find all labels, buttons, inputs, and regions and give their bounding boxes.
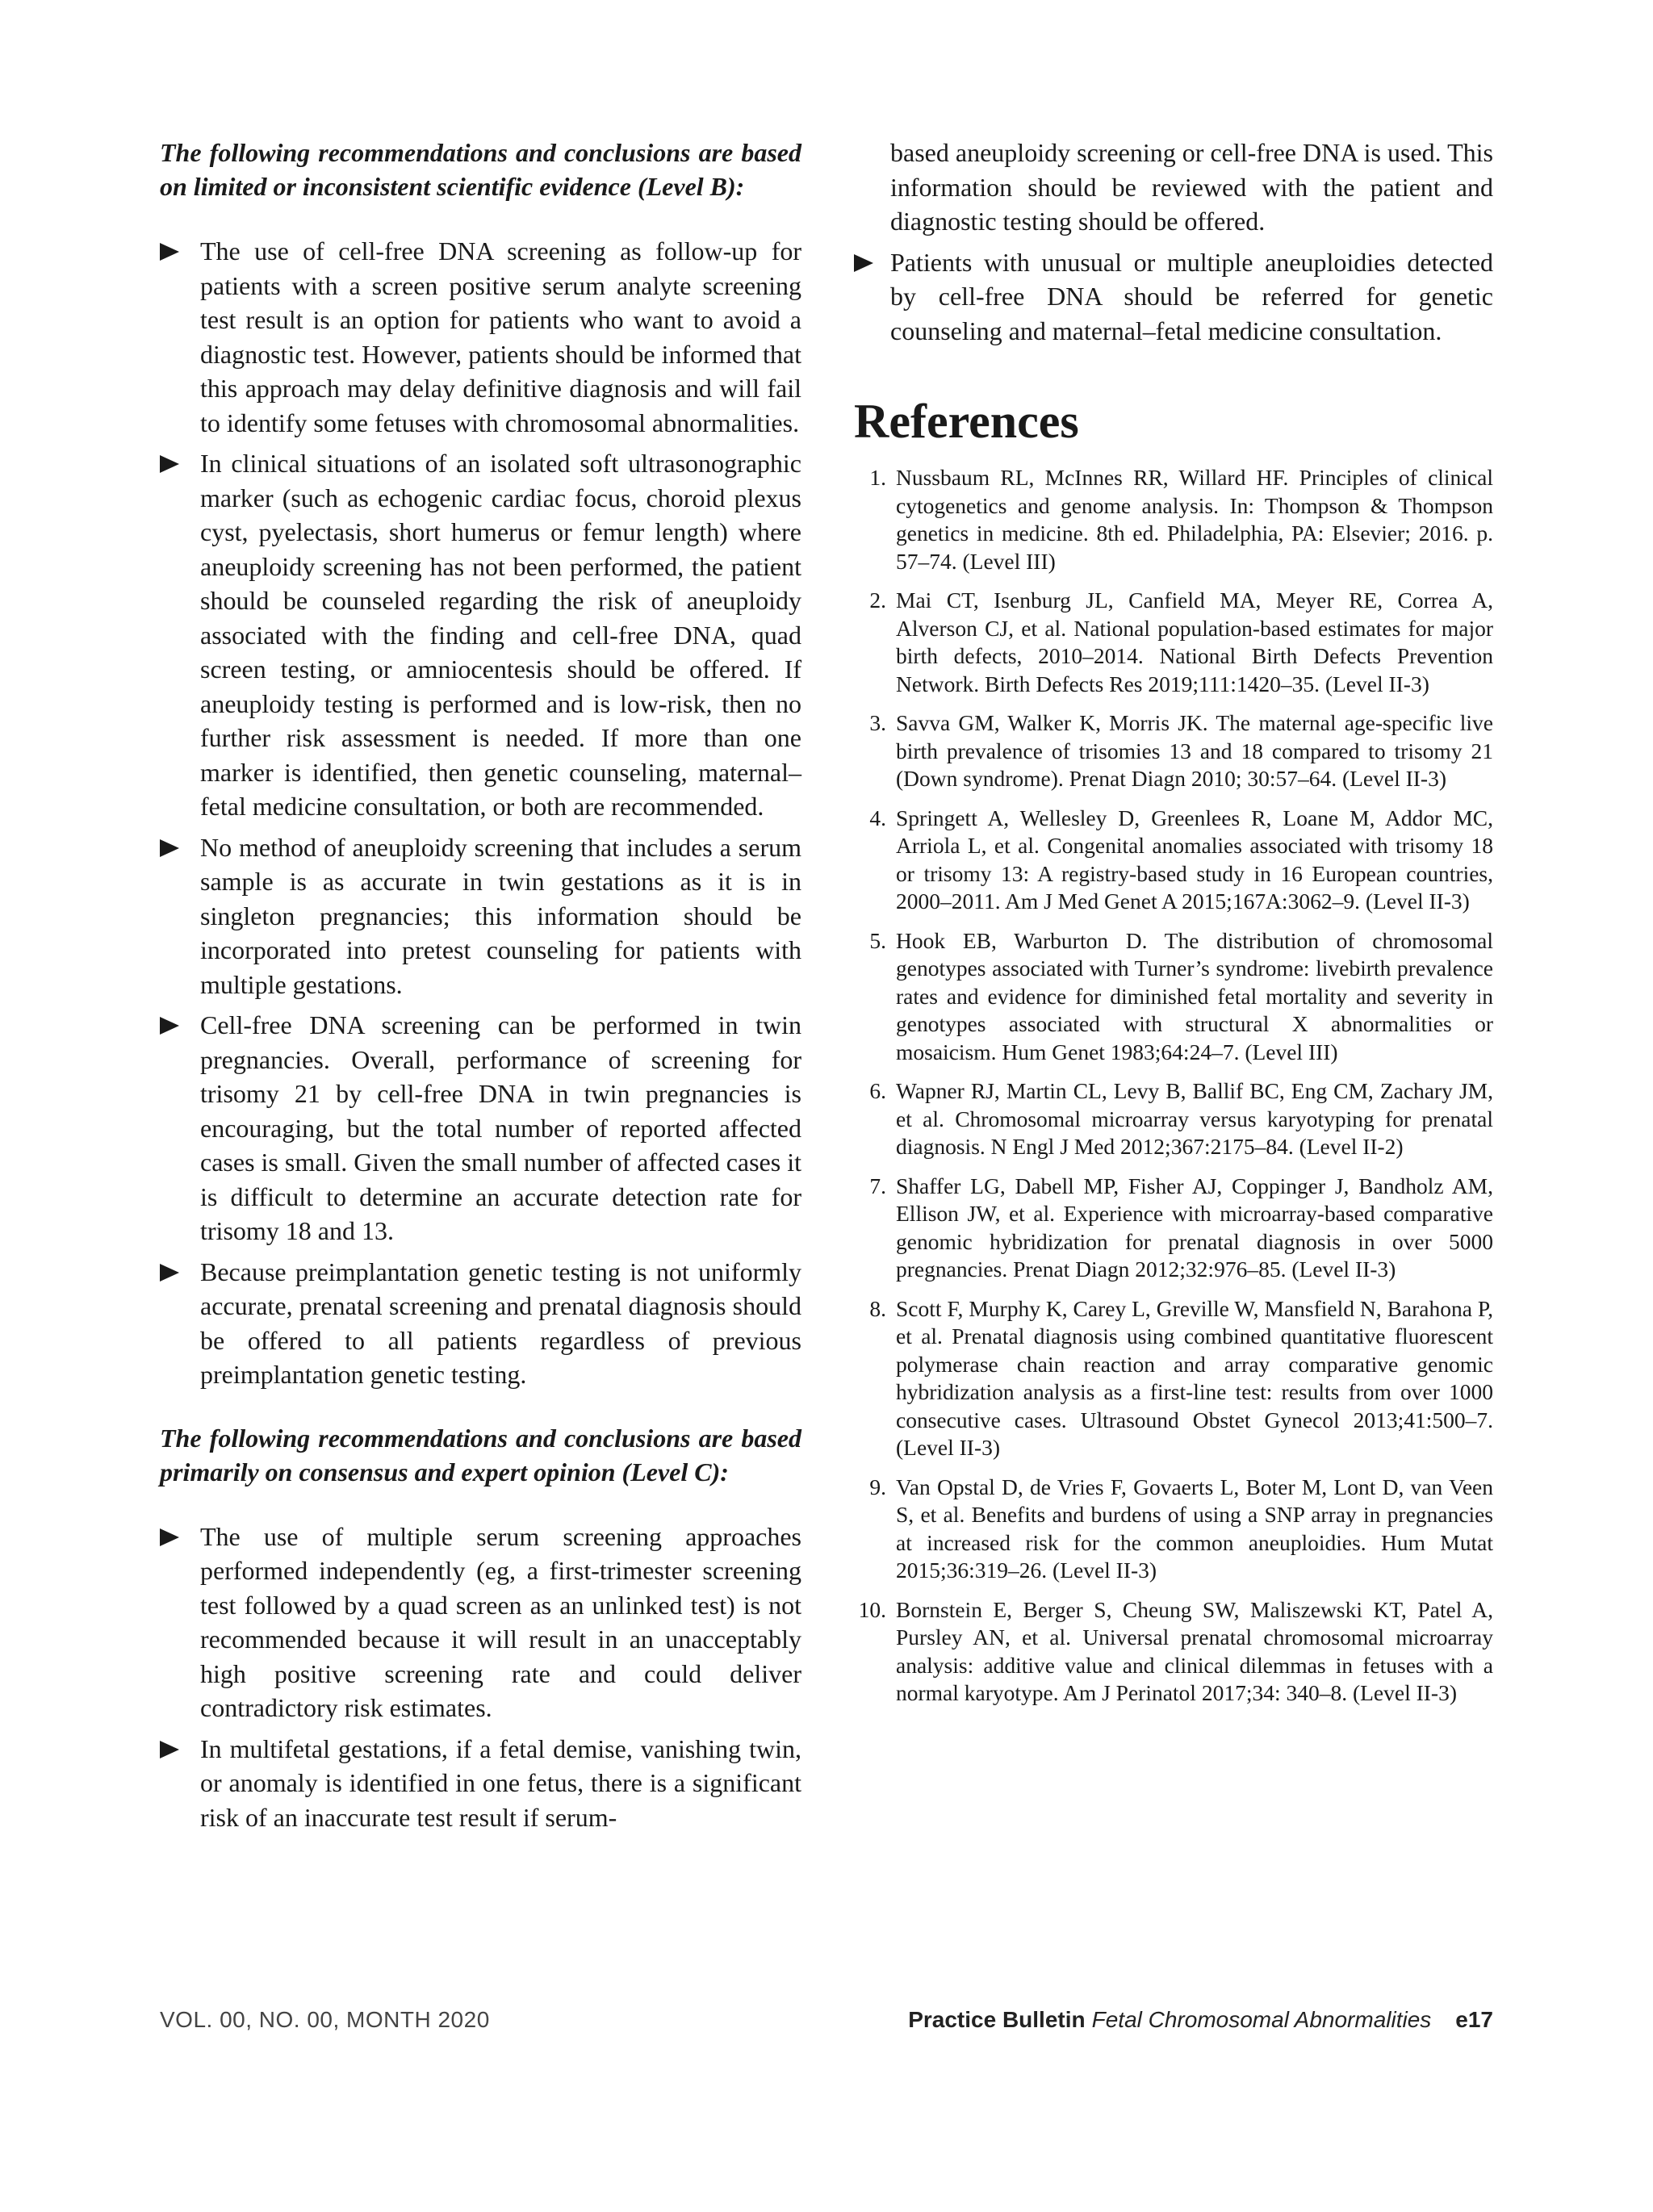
list-item-text: Cell-free DNA screening can be performed in twin pregnancies. Overall, performance of screening for trisomy 21 by cell-free DNA in twin pregnancies is encouraging, but the total number of reported affected cases is small. Given the small number of affected cases it is difficult to determine an accurate detection rate for trisomy 18 and 13. xyxy=(200,1010,801,1245)
reference-item xyxy=(854,927,1493,1067)
reference-number: 5. xyxy=(869,927,886,953)
level-b-list xyxy=(160,234,801,1392)
bullet-arrow-icon xyxy=(160,839,179,857)
right-column xyxy=(854,136,1493,1719)
level-b-heading: The following recommendations and conclusions are based on limited or inconsistent scientific evidence (Level B): xyxy=(160,138,801,201)
reference-item xyxy=(854,587,1493,698)
reference-text: Hook EB, Warburton D. The distribution of chromosomal genotypes associated with Turner’s syndrome: livebirth prevalence rates and evidence for diminished fetal mortality and severity in genotypes associated with structural X abnormalities or mosaicism. Hum Genet 1983;64:24–7. (Level III) xyxy=(896,927,1493,1064)
reference-number: 7. xyxy=(869,1173,886,1198)
bullet-arrow-icon xyxy=(160,1264,179,1282)
page-number: e17 xyxy=(1455,2007,1493,2032)
list-item xyxy=(160,1520,801,1725)
list-item-text: The use of multiple serum screening approaches performed independently (eg, a first-trimester screening test followed by a quad screen as an unlinked test) is not recommended because it will result in an unacceptably high positive screening rate and could deliver contradictory risk estimates. xyxy=(200,1521,801,1722)
list-item xyxy=(160,234,801,440)
reference-item xyxy=(854,1295,1493,1462)
article-title: Fetal Chromosomal Abnormalities xyxy=(1091,2007,1432,2032)
reference-text: Bornstein E, Berger S, Cheung SW, Maliszewski KT, Patel A, Pursley AN, et al. Universal prenatal chromosomal microarray analysis: additive value and clinical dilemmas in fetuses with a normal karyotype. Am J Perinatol 2017;34: 340–8. (Level II-3) xyxy=(896,1596,1493,1705)
reference-text: Springett A, Wellesley D, Greenlees R, Loane M, Addor MC, Arriola L, et al. Congenital anomalies associated with trisomy 18 or trisomy 13: A registry-based study in 16 European countries, 2000–2011. Am J Med Genet A 2015;167A:3062–9. (Level II-3) xyxy=(896,805,1493,914)
reference-text: Nussbaum RL, McInnes RR, Willard HF. Principles of clinical cytogenetics and genome analysis. In: Thompson & Thompson genetics in medicine. 8th ed. Philadelphia, PA: Elsevier; 2016. p. 57–74. (Level III) xyxy=(896,465,1493,574)
list-item xyxy=(160,1255,801,1392)
right-list xyxy=(854,245,1493,349)
list-item xyxy=(854,245,1493,349)
list-item-text: In multifetal gestations, if a fetal demise, vanishing twin, or anomaly is identified in one fetus, there is a significant risk of an inaccurate test result if serum- xyxy=(200,1733,801,1832)
reference-item xyxy=(854,1596,1493,1708)
continued-text: based aneuploidy screening or cell-free DNA is used. This information should be reviewed with the patient and diagnostic testing should be offered. xyxy=(890,138,1493,236)
reference-item xyxy=(854,1077,1493,1161)
bullet-arrow-icon xyxy=(160,1017,179,1035)
page-footer xyxy=(160,2004,1493,2036)
reference-item xyxy=(854,805,1493,916)
left-column xyxy=(160,136,801,1841)
references-list xyxy=(854,464,1493,1708)
list-item-text: The use of cell-free DNA screening as follow-up for patients with a screen positive serum analyte screening test result is an option for patients who want to avoid a diagnostic test. However, patients should be informed that this approach may delay definitive diagnosis and will fail to identify some fetuses with chromosomal abnormalities. xyxy=(200,236,801,437)
reference-text: Scott F, Murphy K, Carey L, Greville W, Mansfield N, Barahona P, et al. Prenatal diagnosis using combined quantitative fluorescent polymerase chain reaction and array comparative genomic hybridization analysis as a first-line test: results from over 1000 consecutive cases. Ultrasound Obstet Gynecol 2013;41:500–7. (Level II-3) xyxy=(896,1295,1493,1460)
list-item-text: Because preimplantation genetic testing is not uniformly accurate, prenatal screening and prenatal diagnosis should be offered to all patients regardless of previous preimplantation genetic testing. xyxy=(200,1257,801,1389)
journal-volume: VOL. 00, NO. 00, MONTH 2020 xyxy=(160,2007,490,2032)
reference-number: 6. xyxy=(869,1078,886,1103)
reference-number: 9. xyxy=(869,1474,886,1499)
reference-item xyxy=(854,1173,1493,1284)
bullet-arrow-icon xyxy=(160,455,179,473)
list-item xyxy=(160,830,801,1002)
series-label: Practice Bulletin xyxy=(908,2007,1086,2032)
level-c-list xyxy=(160,1520,801,1835)
list-item-text: No method of aneuploidy screening that includes a serum sample is as accurate in twin gestations as it is in singleton pregnancies; this information should be incorporated into pretest counseling for patients with multiple gestations. xyxy=(200,832,801,999)
references-heading: References xyxy=(854,395,1079,448)
bullet-arrow-icon xyxy=(160,1528,179,1546)
reference-number: 3. xyxy=(869,710,886,735)
bullet-arrow-icon xyxy=(854,254,873,272)
reference-item xyxy=(854,1474,1493,1585)
reference-item xyxy=(854,464,1493,575)
list-item xyxy=(160,1008,801,1248)
reference-number: 2. xyxy=(869,587,886,613)
reference-text: Wapner RJ, Martin CL, Levy B, Ballif BC, Eng CM, Zachary JM, et al. Chromosomal microarray versus karyotyping for prenatal diagnosis. N Engl J Med 2012;367:2175–84. (Level II-2) xyxy=(896,1078,1493,1159)
reference-number: 4. xyxy=(869,805,886,830)
bullet-arrow-icon xyxy=(160,243,179,261)
reference-item xyxy=(854,709,1493,793)
reference-number: 1. xyxy=(869,465,886,490)
list-item xyxy=(160,1732,801,1835)
reference-text: Savva GM, Walker K, Morris JK. The maternal age-specific live birth prevalence of trisomies 13 and 18 compared to trisomy 21 (Down syndrome). Prenat Diagn 2010; 30:57–64. (Level II-3) xyxy=(896,710,1493,791)
running-title xyxy=(908,2004,1493,2036)
reference-text: Van Opstal D, de Vries F, Govaerts L, Boter M, Lont D, van Veen S, et al. Benefits and burdens of using a SNP array in pregnancies at increased risk for the common aneuploidies. Hum Mutat 2015;36:319–26. (Level II-3) xyxy=(896,1474,1493,1583)
level-c-heading: The following recommendations and conclusions are based primarily on consensus and expert opinion (Level C): xyxy=(160,1423,801,1487)
bullet-arrow-icon xyxy=(160,1741,179,1758)
reference-text: Mai CT, Isenburg JL, Canfield MA, Meyer RE, Correa A, Alverson CJ, et al. National population-based estimates for major birth defects, 2010–2014. National Birth Defects Prevention Network. Birth Defects Res 2019;111:1420–35. (Level II-3) xyxy=(896,587,1493,696)
reference-number: 8. xyxy=(869,1295,886,1321)
list-item-text: In clinical situations of an isolated soft ultrasonographic marker (such as echogenic cardiac focus, choroid plexus cyst, pyelectasis, short humerus or femur length) where aneuploidy screening has not been performed, the patient should be counseled regarding the risk of aneuploidy associated with the finding and cell-free DNA, quad screen testing, or amniocentesis should be offered. If aneuploidy testing is performed and is low-risk, then no further risk assessment is needed. If more than one marker is identified, then genetic counseling, maternal–fetal medicine consultation, or both are recommended. xyxy=(200,449,801,821)
reference-text: Shaffer LG, Dabell MP, Fisher AJ, Coppinger J, Bandholz AM, Ellison JW, et al. Experience with microarray-based comparative genomic hybridization for prenatal diagnosis in over 5000 pregnancies. Prenat Diagn 2012;32:976–85. (Level II-3) xyxy=(896,1173,1493,1282)
list-item-text: Patients with unusual or multiple aneuploidies detected by cell-free DNA should be referred for genetic counseling and maternal–fetal medicine consultation. xyxy=(890,247,1493,345)
reference-number: 10. xyxy=(858,1596,886,1622)
list-item xyxy=(160,446,801,824)
